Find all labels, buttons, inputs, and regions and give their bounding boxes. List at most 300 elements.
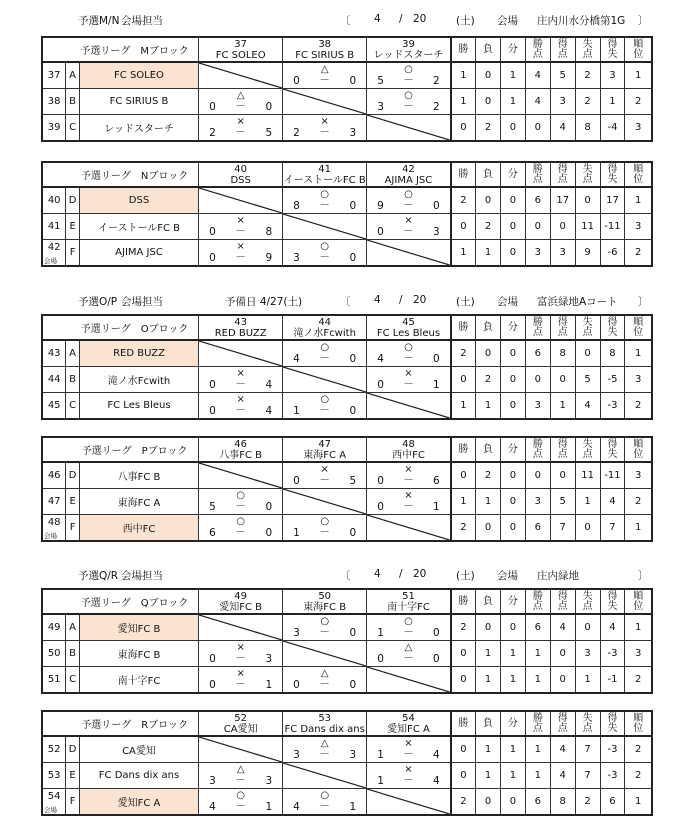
score-dash: － [319, 626, 330, 638]
match-result [283, 667, 367, 694]
opponent-name: イーストールFC B [283, 174, 366, 186]
opponent-header [367, 589, 451, 614]
opponent-number: 40 [234, 163, 248, 175]
stat-header-part: 点 [532, 722, 543, 734]
score-away: 0 [349, 627, 357, 639]
stat-value: 6 [525, 789, 550, 816]
score-away: 3 [349, 127, 357, 139]
opponent-header [367, 437, 451, 462]
score-home: 4 [293, 353, 300, 365]
score-home: 3 [293, 749, 300, 761]
stat-header-part: 点 [582, 48, 593, 60]
opponent-name: 八事FC B [219, 449, 263, 461]
opponent-number: 53 [318, 712, 332, 724]
result-symbol: ○ [320, 516, 330, 527]
opponent-name: FC Dans dix ans [284, 723, 365, 735]
match-result [199, 763, 283, 789]
score-dash: － [403, 474, 414, 486]
result-symbol: × [236, 668, 245, 679]
stat-value: 0 [525, 367, 550, 393]
stat-header [625, 711, 652, 736]
match-result [199, 789, 283, 816]
header-venue-label: 会場 [497, 15, 518, 27]
stat-value: 6 [525, 614, 550, 641]
opponent-number: 45 [402, 316, 415, 328]
stat-header-part: 位 [633, 48, 644, 60]
header-weekday: (土) [456, 570, 475, 582]
opponent-header [199, 315, 283, 340]
score-home: 3 [293, 252, 300, 264]
stat-header-part: 点 [582, 173, 593, 185]
opponent-number: 50 [318, 590, 332, 602]
header-venue: 庄内川水分橋第1G [537, 15, 626, 27]
stat-value: 0 [525, 115, 550, 142]
stat-header-part: 失 [607, 48, 618, 60]
stat-value: 2 [476, 115, 501, 142]
stat-header: 分 [500, 315, 525, 340]
stat-header-part: 位 [633, 326, 644, 338]
team-name: レッドスターチ [79, 115, 198, 142]
header-pool: 予選O/P [78, 296, 118, 308]
stat-header: 負 [476, 711, 501, 736]
match-result [199, 393, 283, 420]
stat-header [625, 315, 652, 340]
score-dash: － [235, 378, 246, 390]
section-header [0, 12, 700, 28]
opponent-number: 44 [318, 316, 332, 328]
opponent-header [283, 711, 367, 736]
score-home: 1 [293, 527, 300, 539]
score-home: 0 [377, 226, 384, 238]
header-close: 〕 [638, 15, 649, 27]
opponent-name: AJIMA JSC [384, 174, 433, 186]
result-symbol: ○ [320, 394, 330, 405]
stat-value: 1 [575, 667, 600, 694]
score-away: 2 [433, 101, 440, 113]
stat-header-part: 失 [582, 590, 593, 602]
stat-value: 0 [500, 489, 525, 515]
team-name: FC Dans dix ans [79, 763, 198, 789]
header-close: 〕 [638, 570, 649, 582]
diagonal-line-icon [283, 641, 366, 666]
team-name: 東海FC B [79, 641, 198, 667]
team-number-text: 50 [47, 648, 61, 659]
stat-header: 分 [500, 589, 525, 614]
stat-header [600, 437, 625, 462]
self-match-cell [199, 736, 283, 763]
diagonal-line-icon [367, 115, 450, 140]
match-result [199, 115, 283, 142]
stat-header-part: 位 [633, 722, 644, 734]
opponent-header [199, 589, 283, 614]
stat-value: 4 [600, 614, 625, 641]
stat-value: 1 [476, 240, 501, 267]
stat-value: 17 [600, 187, 625, 214]
team-letter: C [66, 393, 79, 420]
stat-header-part: 勝 [532, 163, 543, 175]
match-result [367, 340, 451, 367]
stat-header-part: 得 [557, 712, 568, 724]
score-dash: － [403, 225, 414, 237]
self-match-cell [283, 489, 367, 515]
stat-header-part: 順 [633, 316, 644, 328]
stat-value: 0 [550, 462, 575, 489]
score-dash: － [403, 100, 414, 112]
score-home: 1 [377, 775, 384, 787]
stat-value: 1 [500, 641, 525, 667]
stat-value: 1 [525, 736, 550, 763]
stat-value: 0 [500, 789, 525, 816]
header-row [42, 37, 652, 62]
stat-value: 0 [500, 515, 525, 542]
stat-header [525, 162, 550, 187]
section-header [0, 567, 700, 583]
stat-value: 3 [550, 89, 575, 115]
score-dash: － [319, 404, 330, 416]
score-dash: － [319, 748, 330, 760]
stat-value: 0 [476, 515, 501, 542]
stat-header: 勝 [451, 315, 476, 340]
stat-header [525, 711, 550, 736]
stat-header: 分 [500, 162, 525, 187]
self-match-cell [283, 641, 367, 667]
stat-value: 0 [476, 614, 501, 641]
stat-value: 2 [625, 763, 652, 789]
score-dash: － [235, 526, 246, 538]
match-result [367, 62, 451, 89]
result-symbol: ○ [320, 616, 330, 627]
header-slash: / [399, 568, 403, 580]
team-number [42, 367, 66, 393]
match-result [367, 736, 451, 763]
stat-value: 8 [550, 340, 575, 367]
stat-value: 2 [625, 393, 652, 420]
stat-header-part: 得 [557, 438, 568, 450]
stat-header-part: 失 [582, 38, 593, 50]
header-venue-label: 会場 [497, 296, 518, 308]
score-away: 3 [433, 226, 440, 238]
stat-header [575, 711, 600, 736]
match-result [367, 489, 451, 515]
score-dash: － [235, 404, 246, 416]
stat-value: 3 [550, 240, 575, 267]
team-number [42, 641, 66, 667]
match-result [367, 462, 451, 489]
stat-value: 1 [625, 187, 652, 214]
team-number [42, 763, 66, 789]
league-table [41, 36, 653, 142]
result-symbol: ○ [320, 189, 330, 200]
result-symbol: × [236, 241, 245, 252]
score-dash: － [319, 800, 330, 812]
header-row [42, 162, 652, 187]
stat-value: 1 [451, 240, 476, 267]
stat-value: 6 [525, 515, 550, 542]
team-letter: F [66, 789, 79, 816]
diagonal-line-icon [199, 63, 282, 88]
score-dash: － [319, 74, 330, 86]
team-number [42, 736, 66, 763]
score-away: 3 [265, 775, 273, 787]
team-number [42, 62, 66, 89]
score-home: 0 [377, 653, 384, 665]
stat-value: 1 [451, 62, 476, 89]
stat-header-part: 点 [557, 448, 568, 460]
match-result [283, 789, 367, 816]
stat-value: 7 [600, 515, 625, 542]
stat-value: 11 [575, 462, 600, 489]
opponent-name: 西中FC [392, 449, 425, 461]
stat-header: 負 [476, 437, 501, 462]
stat-header [550, 589, 575, 614]
score-home: 0 [209, 679, 216, 691]
team-number [42, 240, 66, 267]
header-day: 20 [413, 294, 427, 306]
score-away: 0 [433, 653, 440, 665]
team-number [42, 789, 66, 816]
score-dash: － [235, 800, 246, 812]
stat-value: 1 [476, 763, 501, 789]
diagonal-line-icon [199, 188, 282, 213]
opponent-number: 46 [234, 438, 248, 450]
result-symbol: ○ [236, 516, 246, 527]
self-match-cell [199, 614, 283, 641]
team-number-text: 42 [47, 242, 61, 253]
opponent-header [283, 162, 367, 187]
stat-value: 1 [451, 489, 476, 515]
stat-header [625, 37, 652, 62]
header-role: 会場担当 [121, 296, 163, 308]
score-away: 0 [433, 200, 440, 212]
team-number-text: 49 [47, 622, 61, 633]
stat-value: -3 [600, 641, 625, 667]
match-result [199, 214, 283, 240]
self-match-cell [283, 89, 367, 115]
stat-header-part: 順 [633, 438, 644, 450]
team-row [42, 489, 652, 515]
stat-value: -11 [600, 214, 625, 240]
stat-value: 4 [525, 62, 550, 89]
score-home: 2 [293, 127, 300, 139]
team-row [42, 89, 652, 115]
opponent-name: DSS [230, 174, 251, 186]
result-symbol: △ [236, 90, 245, 101]
result-symbol: ○ [236, 490, 246, 501]
score-away: 0 [265, 527, 273, 539]
score-dash: － [403, 378, 414, 390]
header-row [42, 315, 652, 340]
match-result [199, 367, 283, 393]
stat-value: 0 [451, 641, 476, 667]
stat-value: 9 [575, 240, 600, 267]
header-close: 〕 [638, 296, 649, 308]
team-row [42, 240, 652, 267]
match-result [199, 667, 283, 694]
opponent-name: 愛知FC A [387, 723, 430, 735]
score-home: 1 [293, 405, 300, 417]
match-result [283, 62, 367, 89]
header-row [42, 589, 652, 614]
score-dash: － [319, 199, 330, 211]
score-away: 0 [349, 527, 357, 539]
match-result [199, 515, 283, 542]
header-row [42, 711, 652, 736]
team-name: RED BUZZ [79, 340, 198, 367]
stat-value: 0 [500, 340, 525, 367]
team-number-text: 52 [47, 744, 61, 755]
match-result [367, 367, 451, 393]
opponent-number: 49 [234, 590, 248, 602]
team-name: 八事FC B [79, 462, 198, 489]
score-dash: － [319, 126, 330, 138]
opponent-name: 南十字FC [387, 601, 430, 613]
diagonal-line-icon [283, 89, 366, 114]
match-result [199, 489, 283, 515]
stat-value: 0 [451, 667, 476, 694]
stat-header [525, 315, 550, 340]
diagonal-line-icon [367, 240, 450, 265]
stat-value: 7 [550, 515, 575, 542]
diagonal-line-icon [199, 737, 282, 762]
stat-header-part: 点 [557, 326, 568, 338]
stat-header-part: 順 [633, 163, 644, 175]
score-dash: － [403, 500, 414, 512]
score-away: 1 [265, 801, 273, 813]
team-row [42, 340, 652, 367]
stat-value: 6 [525, 340, 550, 367]
stat-header-part: 点 [582, 326, 593, 338]
stat-value: 0 [500, 462, 525, 489]
score-home: 0 [293, 75, 300, 87]
score-dash: － [319, 678, 330, 690]
opponent-name: レッドスターチ [373, 49, 444, 61]
opponent-name: RED BUZZ [214, 327, 267, 339]
team-number-text: 45 [47, 400, 61, 411]
stat-header [625, 589, 652, 614]
stat-value: 0 [451, 462, 476, 489]
stat-value: 1 [550, 393, 575, 420]
self-match-cell [283, 763, 367, 789]
opponent-header [199, 711, 283, 736]
team-number [42, 214, 66, 240]
league-table [41, 314, 653, 420]
stat-header-part: 点 [532, 448, 543, 460]
stat-value: 8 [600, 340, 625, 367]
score-dash: － [235, 652, 246, 664]
result-symbol: △ [236, 764, 245, 775]
team-number-text: 37 [47, 70, 61, 81]
team-letter: E [66, 763, 79, 789]
stat-value: -3 [600, 736, 625, 763]
score-away: 3 [349, 749, 357, 761]
score-home: 0 [209, 405, 216, 417]
score-dash: － [235, 251, 246, 263]
result-symbol: ○ [404, 189, 413, 200]
header-weekday: (土) [456, 296, 475, 308]
team-letter: B [66, 641, 79, 667]
stat-header-part: 失 [582, 712, 593, 724]
stat-header [575, 589, 600, 614]
team-name: CA愛知 [79, 736, 198, 763]
team-letter: D [66, 736, 79, 763]
stat-value: 2 [451, 789, 476, 816]
stat-header [575, 37, 600, 62]
opponent-header [283, 437, 367, 462]
score-home: 0 [377, 501, 384, 513]
score-dash: － [235, 225, 246, 237]
team-letter: C [66, 667, 79, 694]
team-row [42, 614, 652, 641]
opponent-number: 43 [234, 316, 248, 328]
score-away: 0 [349, 75, 357, 87]
stat-value: 1 [500, 736, 525, 763]
header-day: 20 [413, 13, 427, 25]
match-result [283, 240, 367, 267]
result-symbol: △ [320, 738, 329, 749]
stat-value: 3 [525, 240, 550, 267]
league-title: 予選リーグ Pブロック [42, 437, 199, 462]
stat-value: 1 [525, 667, 550, 694]
score-away: 0 [349, 353, 357, 365]
self-match-cell [283, 214, 367, 240]
team-number [42, 515, 66, 542]
stat-value: 0 [500, 115, 525, 142]
stat-header-part: 点 [557, 173, 568, 185]
opponent-number: 42 [402, 163, 415, 175]
stat-value: 0 [476, 187, 501, 214]
stat-header-part: 位 [633, 448, 644, 460]
score-home: 2 [209, 127, 216, 139]
team-row [42, 62, 652, 89]
match-result [367, 641, 451, 667]
league-title: 予選リーグ Qブロック [42, 589, 199, 614]
match-result [367, 214, 451, 240]
team-name: 滝ノ水Fcwith [79, 367, 198, 393]
stat-header-part: 順 [633, 712, 644, 724]
opponent-number: 38 [318, 38, 332, 50]
stat-value: 0 [525, 214, 550, 240]
stat-header [575, 315, 600, 340]
score-dash: － [235, 500, 246, 512]
score-dash: － [319, 474, 330, 486]
stat-value: 0 [550, 667, 575, 694]
match-result [283, 736, 367, 763]
team-name: FC SIRIUS B [79, 89, 198, 115]
team-name: 西中FC [79, 515, 198, 542]
team-row [42, 115, 652, 142]
venue-host-mark: 会場 [44, 257, 57, 265]
team-number-text: 43 [47, 348, 61, 359]
score-away: 0 [349, 405, 357, 417]
team-letter: B [66, 89, 79, 115]
stat-value: 0 [476, 89, 501, 115]
stat-value: 3 [625, 367, 652, 393]
opponent-number: 41 [318, 163, 332, 175]
match-result [283, 187, 367, 214]
opponent-name: 東海FC A [303, 449, 347, 461]
stat-value: 1 [476, 393, 501, 420]
header-note: 予備日 4/27(土) [225, 296, 303, 308]
stat-value: -1 [600, 667, 625, 694]
stat-header-part: 点 [582, 448, 593, 460]
score-away: 9 [265, 252, 273, 264]
opponent-number: 39 [402, 38, 415, 50]
stat-header-part: 得 [557, 38, 568, 50]
stat-header [550, 711, 575, 736]
stat-value: 2 [625, 240, 652, 267]
stat-value: 2 [625, 667, 652, 694]
stat-header-part: 順 [633, 38, 644, 50]
